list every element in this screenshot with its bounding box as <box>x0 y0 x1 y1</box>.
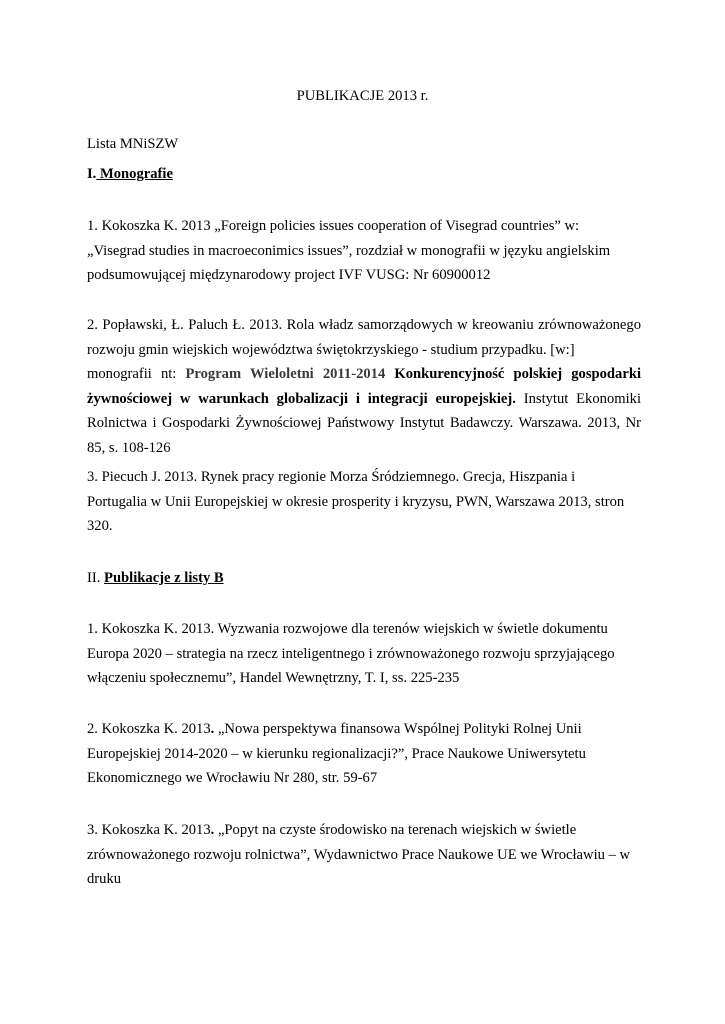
list-b-item-1-line-3: włączeniu społecznemu”, Handel Wewnętrzny, T. I, ss. 225-235 <box>87 670 460 687</box>
list-b-item-2-line-1 <box>87 717 641 742</box>
list-label: Lista MNiSZW <box>87 136 179 152</box>
monograph-item-3-line-1: 3. Piecuch J. 2013. Rynek pracy regionie Morza Śródziemnego. Grecja, Hiszpania i <box>87 469 576 485</box>
section2-heading <box>87 566 641 591</box>
list-b-item-3-citation: 3. Kokoszka K. 2013 <box>87 822 211 838</box>
monograph-item-2-line-5: Rolnictwa i Gospodarki Żywnościowej Państwowy Instytut Badawczy. Warszawa. 2013, Nr <box>87 415 641 432</box>
list-b-item-3-dot: . <box>210 822 215 838</box>
list-b-item-2-line-3: Ekonomicznego we Wrocławiu Nr 280, str. 59-67 <box>87 770 378 787</box>
monograph-item-2-line-3 <box>87 362 641 387</box>
monograph-item-1-line-2: „Visegrad studies in macroeconimics issues”, rozdział w monografii w języku angielskim <box>87 242 611 259</box>
section1-number: I. <box>87 166 97 182</box>
monograph-item-3-line-2: Portugalia w Unii Europejskiej w okresie prosperity i kryzysu, PWN, Warszawa 2013, stron <box>87 493 625 510</box>
list-b-item-3-line-3: druku <box>87 871 122 888</box>
list-b-item-3-line-1 <box>87 818 641 843</box>
section2-title: Publikacje z listy B <box>104 570 224 586</box>
monograph-item-2-prefix: monografii nt: <box>87 366 186 383</box>
monograph-item-3-line-3: 320. <box>87 518 113 535</box>
monograph-item-2-bold-title-1: Konkurencyjność polskiej gospodarki <box>385 366 641 383</box>
list-b-item-3-title: „Popyt na czyste środowisko na terenach wiejskich w świetle <box>214 822 577 838</box>
section1-title: Monografie <box>96 166 173 182</box>
monograph-item-2-line-1: 2. Popławski, Ł. Paluch Ł. 2013. Rola władz samorządowych w kreowaniu zrównoważonego <box>87 317 641 333</box>
monograph-item-1 <box>87 214 641 288</box>
program-title: Program Wieloletni 2011-2014 <box>185 366 386 383</box>
list-b-item-3 <box>87 818 641 892</box>
list-b-item-1 <box>87 617 641 691</box>
list-b-item-2-line-2: Europejskiej 2014-2020 – w kierunku regionalizacji?”, Prace Naukowe Uniwersytetu <box>87 745 586 762</box>
monograph-item-1-line-1: 1. Kokoszka K. 2013 „Foreign policies issues cooperation of Visegrad countries” w: <box>87 218 580 234</box>
monograph-item-2-institute: Instytut Ekonomiki <box>515 390 642 407</box>
monograph-item-1-line-3: podsumowującej międzynarodowy project IVF VUSG: Nr 60900012 <box>87 267 491 284</box>
monograph-item-3 <box>87 465 641 539</box>
monograph-item-2-line-4 <box>87 387 641 412</box>
list-b-item-2-title: „Nowa perspektywa finansowa Wspólnej Polityki Rolnej Unii <box>214 721 582 737</box>
list-b-item-2-dot: . <box>210 721 215 737</box>
list-b-item-1-line-2: Europa 2020 – strategia na rzecz inteligentnego i zrównoważonego rozwoju sprzyjającego <box>87 645 615 662</box>
monograph-item-2-line-6: 85, s. 108-126 <box>87 439 171 456</box>
list-b-item-3-line-2: zrównoważonego rozwoju rolnictwa”, Wydawnictwo Prace Naukowe UE we Wrocławiu – w <box>87 846 631 863</box>
page-title: PUBLIKACJE 2013 r. <box>296 88 429 104</box>
monograph-item-2 <box>87 313 641 461</box>
section2-number: II. <box>87 570 105 586</box>
monograph-item-2-line-2: rozwoju gmin wiejskich województwa świętokrzyskiego - studium przypadku. [w:] <box>87 341 575 358</box>
section1-heading <box>87 162 641 187</box>
list-b-item-2-citation: 2. Kokoszka K. 2013 <box>87 721 211 737</box>
list-b-item-2 <box>87 717 641 791</box>
list-b-item-1-line-1: 1. Kokoszka K. 2013. Wyzwania rozwojowe dla terenów wiejskich w świetle dokumentu <box>87 621 608 637</box>
monograph-item-2-bold-title-2: żywnościowej w warunkach globalizacji i integracji europejskiej. <box>87 390 516 407</box>
